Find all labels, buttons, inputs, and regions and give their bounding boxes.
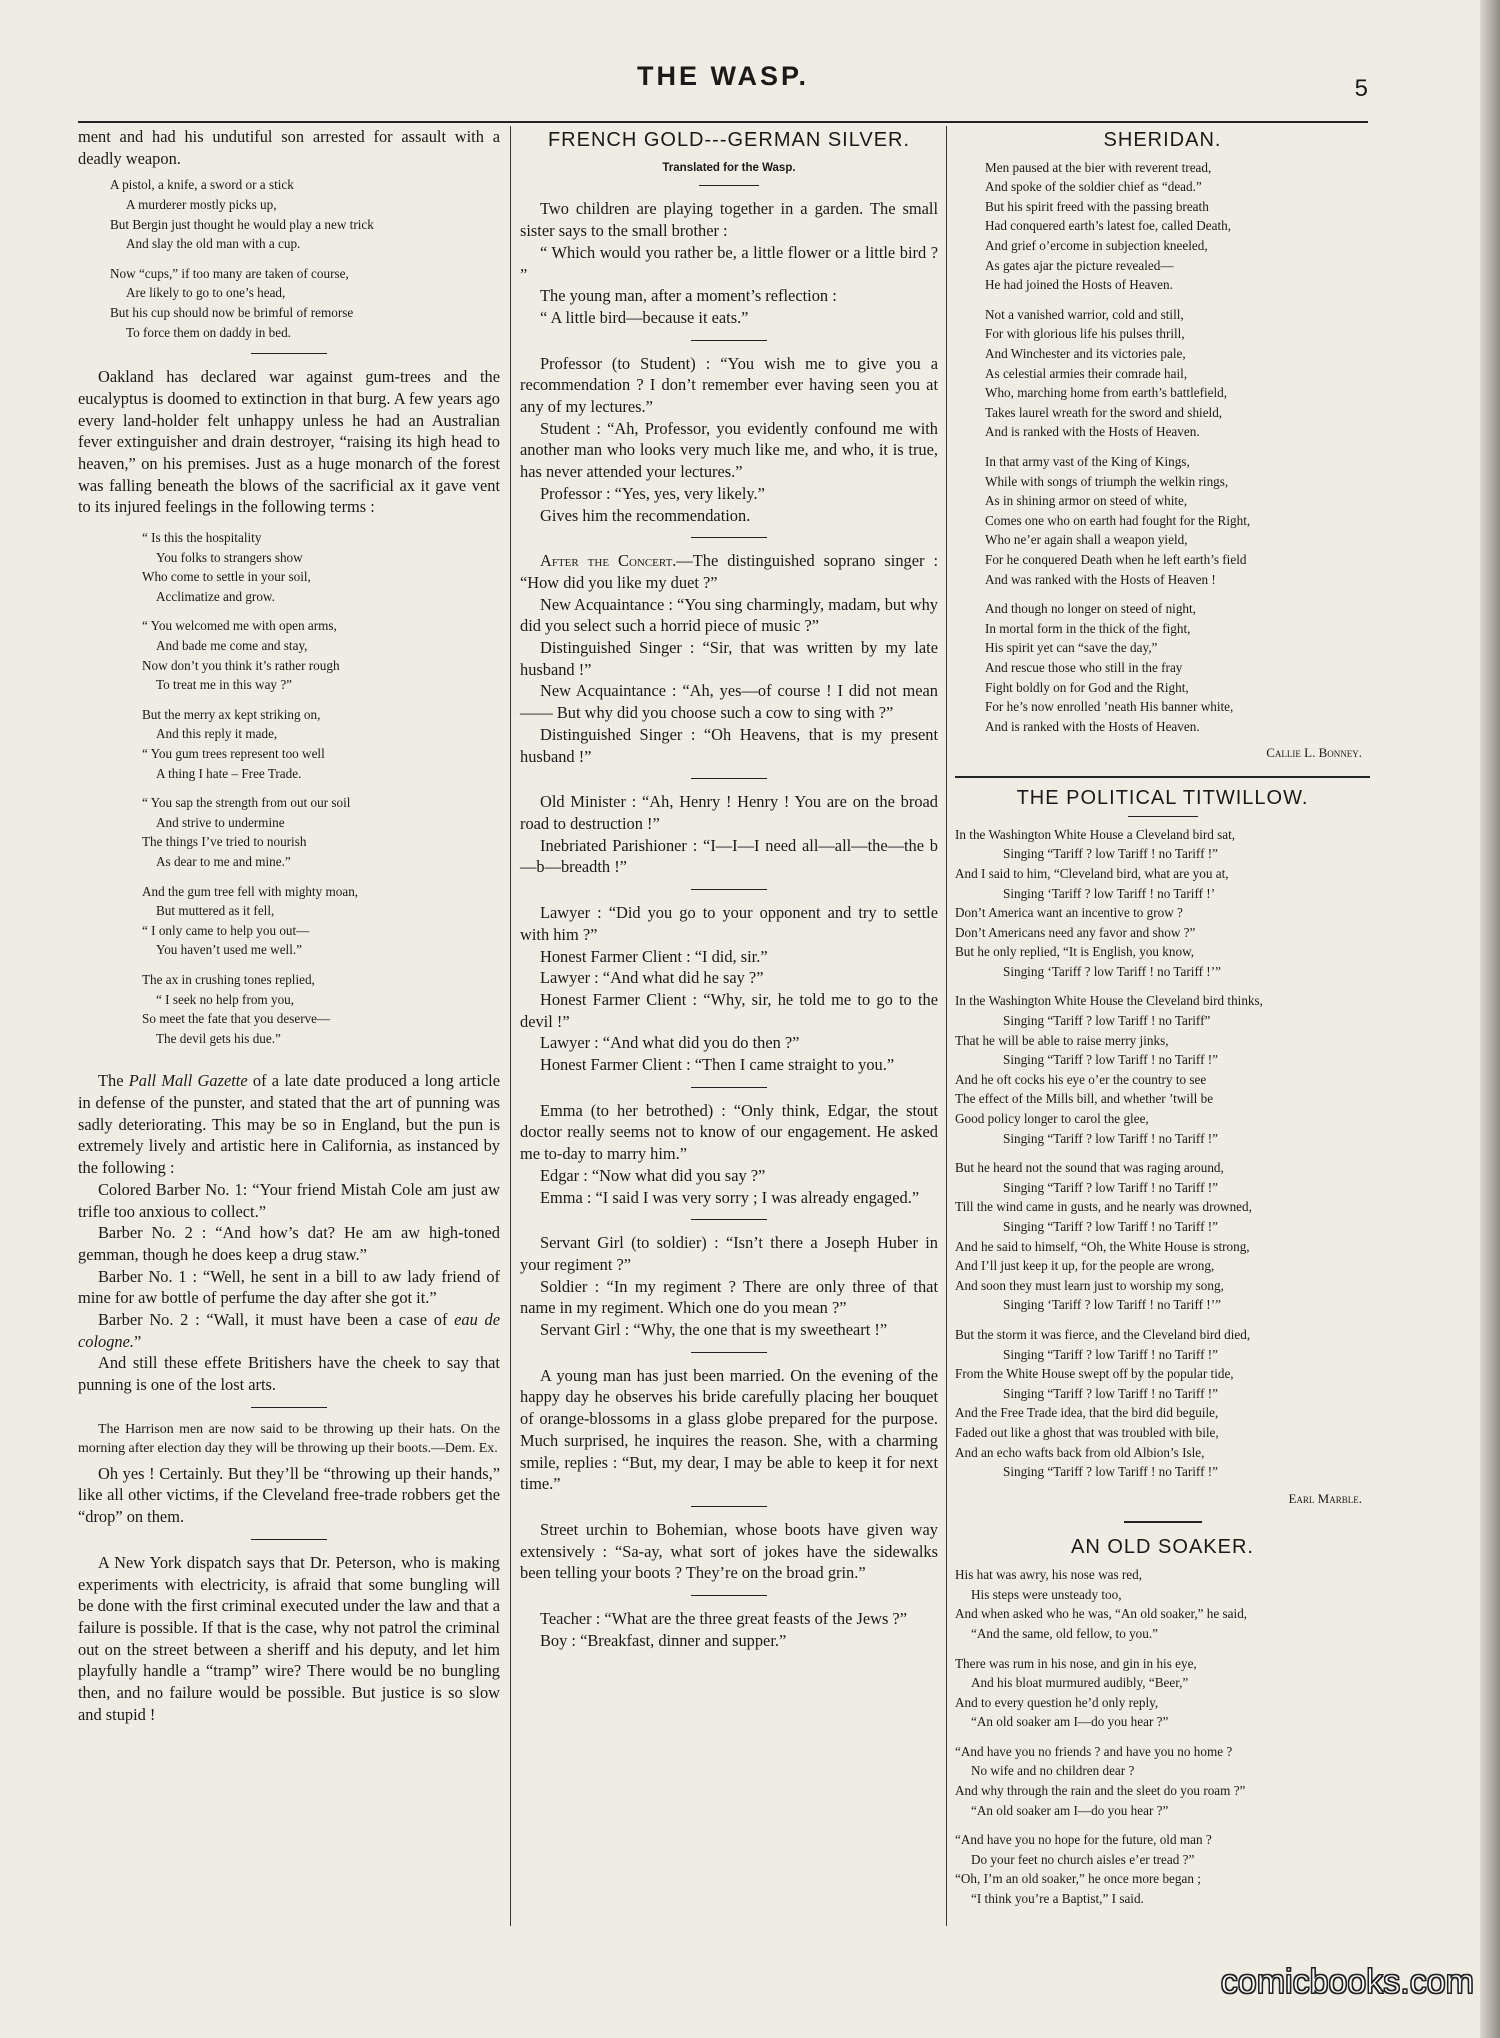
gum-tree-article: Oakland has declared war against gum-trees and the eucalyptus is doomed to extinction in that burg. A few years ago every land-holder felt unhappy unless he had an Australian fever extinguisher and drain destroyer, “raising its high head to heaven,” on his premises. Just as a huge monarch of the forest was falling beneath the blows of the sacrificial ax it gave vent to its injured feelings in the following terms : (78, 367, 500, 517)
separator (251, 353, 327, 354)
page-header (78, 61, 1368, 102)
poem-line: A murderer mostly picks up, (126, 197, 277, 212)
column-1 (78, 126, 500, 1725)
poem-line: And an echo wafts back from old Albion’s Isle, (955, 1444, 1205, 1460)
poem-line: You haven’t used me well.” (156, 942, 303, 958)
poem-line: Till the wind came in gusts, and he nearly was drowned, (955, 1199, 1252, 1215)
poem-line: But the merry ax kept striking on, (142, 706, 321, 722)
poem-line: And Winchester and its victories pale, (985, 346, 1186, 362)
poem-line: Now “cups,” if too many are taken of course, (110, 265, 349, 281)
sheridan-title: SHERIDAN. (1103, 129, 1222, 151)
anecdote-text: A young man has just been married. On the evening of the happy day he observes his bride carefully placing her bouquet of orange-blossoms in a glass globe prepared for the purpose. Much surprised, he inquires the reason. She, with a charming smile, replies : “But, my dear, I may be able to keep it for next time.” (520, 1365, 938, 1494)
poem-line: And is ranked with the Hosts of Heaven. (985, 424, 1200, 440)
poem-line: Singing “Tariff ? low Tariff ! no Tariff !” (1003, 1052, 1219, 1068)
article-continued: ment and had his undutiful son arrested for assault with a deadly weapon. (78, 127, 500, 168)
poem-line: But his spirit freed with the passing breath (985, 198, 1209, 214)
poem-line: And soon they must learn just to worship my song, (955, 1277, 1224, 1293)
separator (691, 1595, 767, 1596)
book-spine-shadow (1480, 0, 1500, 2038)
poem-line: But the storm it was fierce, and the Cleveland bird died, (955, 1326, 1251, 1342)
anecdote-text: Old Minister : “Ah, Henry ! Henry ! You are on the broad road to destruction !” (520, 792, 938, 833)
poem-line: But muttered as it fell, (156, 903, 275, 919)
gum-tree-poem (78, 528, 500, 1048)
poem-line: “ I seek no help from you, (156, 991, 295, 1007)
sheridan-poem (955, 158, 1370, 737)
anecdote-text: Two children are playing together in a garden. The small sister says to the small brother : (520, 199, 938, 241)
column-2: FRENCH GOLD---GERMAN SILVER. Translated for the Wasp. Two children are playing together in a garden. The small sister says to the small brother : “ Which would you rather be, a little flower or a little bird ? ” The young man, after a moment’s reflection : “ A little bird—because it eats.” Professor (to Student) : “You wish me to give you a recommendation ? I don’t remember ever having seen you at any of my lectures.” Student : “Ah, Professor, you evidently confound me with another man who looks very much like me, and who, it is true, has never attended your lectures.” Professor : “Yes, yes, very likely.” Gives him the recommendation. After the Concert.—The distinguished soprano singer : “How did you like my duet ?” New Acquaintance : “You sing charmingly, madam, but why did you select such a horrid piece of music ?” Distinguished Singer : “Sir, that was written by my late husband !” New Acquaintance : “Ah, yes—of course ! I did not mean —— But why did you choose such a cow to sing with ?” Distinguished Singer : “Oh Heavens, that is my present husband !” Old Minister : “Ah, Henry ! Henry ! You are on the broad road to destruction !” Inebriated Parishioner : “I—I—I need all—all—the—the b—b—breadth !” Lawyer : “Did you go to your opponent and try to settle with him ?” Honest Farmer Client : “I did, sir.” Lawyer : “And what did he say ?” Honest Farmer Client : “Why, sir, he told me to go to the devil !” Lawyer : “And what did you do then ?” Honest Farmer Client : “Then I came straight to you.” Emma (to her betrothed) : “Only think, Edgar, the stout doctor really seems not to know of our engagement. He asked me to-day to marry him.” Edgar : “Now what did you say ?” Emma : “I said I was very sorry ; I was already engaged.” Servant Girl (to soldier) : “Isn’t there a Joseph Huber in your regiment ?” Soldier : “In my regiment ? There are only three of that name in my regiment. Which one do you mean ?” Servant Girl : “Why, the one that is my sweetheart !” A young man has just been married. On the evening of the happy day he observes his bride carefully placing her bouquet of orange-blossoms in a glass globe prepared for the purpose. Much surprised, he inquires the reason. She, with a charming smile, replies : “But, my dear, I may be able to keep it for next time.” Street urchin to Bohemian, whose boots have given way extensively : “Sa-ay, what sort of jokes have the sidewalks been telling your boots ? They’re on the broad grin.” Teacher : “What are the three great feasts of the Jews ?” Boy : “Breakfast, dinner and supper.” (520, 129, 938, 1650)
poem-line: For he’s now enrolled ’neath His banner white, (985, 699, 1234, 715)
french-gold-title: FRENCH GOLD---GERMAN SILVER. (547, 129, 911, 151)
poem-line: “ I only came to help you out— (142, 922, 310, 938)
barber-line-4: Barber No. 2 : “Wall, it must have been a case of eau de cologne.” (78, 1310, 501, 1351)
titwillow-title: THE POLITICAL TITWILLOW. (1016, 787, 1309, 810)
masthead: THE WASP. (636, 61, 810, 91)
poem-line: And though no longer on steed of night, (985, 601, 1196, 617)
poem-line: In mortal form in the thick of the fight, (985, 620, 1191, 636)
poem-line: But his cup should now be brimful of remorse (110, 304, 354, 320)
separator (691, 1352, 767, 1353)
anecdote-text: Teacher : “What are the three great feasts of the Jews ?” (540, 1609, 907, 1629)
poem-line: And his bloat murmured audibly, “Beer,” (971, 1675, 1189, 1691)
poem-line: And I said to him, “Cleveland bird, what are you at, (955, 865, 1229, 881)
pun-conclusion: And still these effete Britishers have the cheek to say that punning is one of the lost arts. (78, 1353, 500, 1395)
poem-line: Singing “Tariff ? low Tariff ! no Tariff !” (1003, 1385, 1219, 1401)
poem-line: Now don’t you think it’s rather rough (142, 657, 340, 673)
page-number: 5 (1354, 75, 1368, 102)
poem-line: Had conquered earth’s latest foe, called Death, (985, 218, 1232, 234)
poem-line: Fight boldly on for God and the Right, (985, 679, 1189, 695)
poem-line: That he will be able to raise merry jinks, (955, 1032, 1169, 1048)
section-rule (1124, 1521, 1202, 1523)
poem-line: And grief o’ercome in subjection kneeled, (985, 238, 1208, 254)
poem-line: From the White House swept off by the popular tide, (955, 1366, 1234, 1382)
poem-line: Singing “Tariff ? low Tariff ! no Tariff !” (1003, 1219, 1219, 1235)
old-soaker-title: AN OLD SOAKER. (1071, 1536, 1254, 1559)
poem-line: Are likely to go to one’s head, (126, 285, 286, 301)
separator (691, 340, 767, 341)
poem-line: Singing ‘Tariff ? low Tariff ! no Tariff !’” (1003, 963, 1221, 979)
poem-line: And spoke of the soldier chief as “dead.” (985, 179, 1202, 195)
poem-line: While with songs of triumph the welkin rings, (985, 473, 1229, 489)
poem-line: And why through the rain and the sleet do you roam ?” (955, 1783, 1246, 1799)
poem-line: “And have you no hope for the future, old man ? (955, 1832, 1212, 1848)
poem-line: Faded out like a ghost that was troubled with bile, (955, 1424, 1219, 1440)
poem-line: In the Washington White House the Cleveland bird thinks, (955, 993, 1263, 1009)
poem-line: To force them on daddy in bed. (126, 324, 291, 340)
anecdote-text: Emma (to her betrothed) : “Only think, Edgar, the stout doctor really seems not to know of our engagement. He asked me to-day to marry him.” (520, 1100, 938, 1164)
poem-line: And is ranked with the Hosts of Heaven. (985, 718, 1200, 734)
poem-line: Who come to settle in your soil, (142, 569, 311, 585)
poem-line: His hat was awry, his nose was red, (955, 1567, 1143, 1583)
poem-line: And he oft cocks his eye o’er the country to see (955, 1071, 1207, 1087)
poem-line: Takes laurel wreath for the sword and shield, (985, 404, 1223, 420)
old-soaker-poem (955, 1565, 1370, 1909)
poem-line: “An old soaker am I—do you hear ?” (971, 1714, 1169, 1730)
poem-line: And when asked who he was, “An old soaker,” he said, (955, 1606, 1248, 1622)
poem-line: The effect of the Mills bill, and whether ’twill be (955, 1091, 1214, 1107)
poem-line: Who, marching home from earth’s battlefield, (985, 385, 1228, 401)
poem-line: Who ne’er again shall a weapon yield, (985, 532, 1188, 548)
poem-line: Singing “Tariff ? low Tariff ! no Tariff !” (1003, 1464, 1219, 1480)
poem-line: Not a vanished warrior, cold and still, (985, 306, 1184, 322)
separator (251, 1539, 327, 1540)
anecdote-text: Professor (to Student) : “You wish me to give you a recommendation ? I don’t remember ever having seen you at any of my lectures.” (520, 353, 938, 417)
poem-line: For he conquered Death when he left earth’s field (985, 551, 1247, 567)
poem-line: His spirit yet can “save the day,” (985, 640, 1158, 656)
poem-line: But he only replied, “It is English, you know, (955, 944, 1195, 960)
barber-line-1: Colored Barber No. 1: “Your friend Mistah Cole am just aw trifle too anxious to collect.” (78, 1179, 500, 1221)
separator (691, 1219, 767, 1220)
poem-line: No wife and no children dear ? (971, 1763, 1135, 1779)
poem-line: A thing I hate – Free Trade. (156, 765, 302, 781)
harrison-item: The Harrison men are now said to be throwing up their hats. On the morning after election day they will be throwing up their boots.—Dem. Ex. (78, 1421, 500, 1457)
separator (691, 537, 767, 538)
separator (699, 185, 759, 186)
poem-line: “ Is this the hospitality (142, 530, 262, 546)
poem-line: And the Free Trade idea, that the bird did beguile, (955, 1405, 1219, 1421)
poem-line: To treat me in this way ?” (156, 677, 293, 693)
poem-line: In the Washington White House a Cleveland bird sat, (955, 826, 1236, 842)
titwillow-poem (955, 825, 1370, 1482)
poem-line: Singing ‘Tariff ? low Tariff ! no Tariff !’” (1003, 1297, 1221, 1313)
new-york-item: A New York dispatch says that Dr. Peterson, who is making experiments with electricity, is afraid that some bungling will be done with the first criminal executed under the law and that a failure is possible. If that is the case, why not patrol the criminal out on the street between a sheriff and his deputy, and let him playfully handle a “tramp” wire? There would be no bungling then, and no failure would be possible. But justice is so slow and stupid ! (78, 1552, 500, 1724)
poem-line: Singing “Tariff ? low Tariff ! no Tariff !” (1003, 1346, 1219, 1362)
poem-line: Don’t America want an incentive to grow ? (955, 905, 1183, 921)
poem-line: As celestial armies their comrade hail, (985, 365, 1188, 381)
section-rule (955, 776, 1370, 778)
pun-article: The Pall Mall Gazette of a late date produced a long article in defense of the punster, and stated that the art of punning was sadly deteriorating. This may be so in England, but the pun is extremely lively and artistic here in California, as instanced by the following : (78, 1071, 500, 1178)
poem-line: Singing “Tariff ? low Tariff ! no Tariff !” (1003, 1130, 1219, 1146)
poem-line: And rescue those who still in the fray (985, 659, 1183, 675)
poem-line: “ You gum trees represent too well (142, 746, 325, 762)
poem-line: The things I’ve tried to nourish (142, 834, 307, 850)
poem-line: But he heard not the sound that was raging around, (955, 1160, 1224, 1176)
separator (691, 778, 767, 779)
poem-line: As gates ajar the picture revealed— (985, 257, 1174, 273)
poem-line: The devil gets his due.” (156, 1030, 281, 1046)
poem-line: Comes one who on earth had fought for the Right, (985, 512, 1251, 528)
poem-line: Don’t Americans need any favor and show ?” (955, 924, 1196, 940)
column-divider-2 (946, 126, 947, 1926)
poem-line: So meet the fate that you deserve— (142, 1011, 331, 1027)
poem-line: Good policy longer to carol the glee, (955, 1111, 1149, 1127)
poem-line: And he said to himself, “Oh, the White House is strong, (955, 1238, 1250, 1254)
titwillow-byline: Earl Marble. (1288, 1490, 1362, 1506)
barber-line-3: Barber No. 1 : “Well, he sent in a bill to aw lady friend of mine for aw bottle of perfume the day after she got it.” (78, 1266, 500, 1308)
anecdote-text: Lawyer : “Did you go to your opponent and try to settle with him ?” (520, 903, 938, 944)
separator (691, 1087, 767, 1088)
poem-line: And strive to undermine (156, 814, 285, 830)
sheridan-byline: Callie L. Bonney. (1266, 745, 1362, 761)
separator (251, 1407, 327, 1408)
poem-line: And to every question he’d only reply, (955, 1694, 1159, 1710)
poem-line: For with glorious life his pulses thrill, (985, 326, 1185, 342)
poem-line: And bade me come and stay, (156, 638, 308, 654)
poem-line: “ You sap the strength from out our soil (142, 795, 351, 811)
poem-line: A pistol, a knife, a sword or a stick (110, 177, 294, 193)
separator (691, 889, 767, 890)
barber-line-2: Barber No. 2 : “And how’s dat? He am aw high-toned gemman, though he does keep a drug staw.” (78, 1223, 500, 1264)
poem-line: And the gum tree fell with mighty moan, (142, 883, 359, 899)
separator (691, 1506, 767, 1507)
anecdote-text: Servant Girl (to soldier) : “Isn’t there a Joseph Huber in your regiment ?” (520, 1233, 938, 1274)
poem-line: As in shining armor on steed of white, (985, 493, 1188, 509)
french-gold-subtitle: Translated for the Wasp. (662, 161, 796, 174)
poem-line: “ You welcomed me with open arms, (142, 618, 337, 634)
poem-line: Singing “Tariff ? low Tariff ! no Tariff” (1003, 1013, 1211, 1029)
oh-yes-item: Oh yes ! Certainly. But they’ll be “throwing up their hands,” like all other victims, if the Cleveland free-trade robbers get the “drop” on them. (78, 1463, 500, 1527)
poem-line: And slay the old man with a cup. (126, 236, 301, 252)
poem-line: He had joined the Hosts of Heaven. (985, 277, 1173, 293)
poem-line: The ax in crushing tones replied, (142, 971, 315, 987)
poem-line: “An old soaker am I—do you hear ?” (971, 1802, 1169, 1818)
poem-line: Men paused at the bier with reverent tread, (985, 159, 1212, 175)
poem-line: “Oh, I’m an old soaker,” he once more began ; (955, 1871, 1201, 1887)
poem-line: “I think you’re a Baptist,” I said. (971, 1891, 1144, 1907)
anecdote-text: Street urchin to Bohemian, whose boots have given way extensively : “Sa-ay, what sort of jokes have the sidewalks been telling your boots ? They’re on the broad grin.” (520, 1519, 938, 1583)
anecdote-text: After the Concert.—The distinguished soprano singer : “How did you like my duet ?” (520, 551, 938, 592)
poem-line: But Bergin just thought he would play a new trick (110, 216, 374, 232)
poem-line: In that army vast of the King of Kings, (985, 454, 1190, 470)
poem-line: And this reply it made, (156, 726, 278, 742)
separator (1128, 816, 1198, 817)
poem-line: There was rum in his nose, and gin in his eye, (955, 1655, 1197, 1671)
cup-poem (78, 175, 500, 342)
poem-line: “And the same, old fellow, to you.” (971, 1625, 1159, 1641)
poem-line: Singing ‘Tariff ? low Tariff ! no Tariff !’ (1003, 885, 1216, 901)
poem-line: And was ranked with the Hosts of Heaven ! (985, 571, 1216, 587)
watermark-logo: comicbooks.com (1220, 1963, 1474, 2002)
poem-line: “And have you no friends ? and have you no home ? (955, 1743, 1233, 1759)
poem-line: His steps were unsteady too, (971, 1586, 1122, 1602)
poem-line: Singing “Tariff ? low Tariff ! no Tariff !” (1003, 846, 1219, 862)
poem-line: Singing “Tariff ? low Tariff ! no Tariff !” (1003, 1179, 1219, 1195)
poem-line: And I’ll just keep it up, for the people are wrong, (955, 1258, 1215, 1274)
poem-line: You folks to strangers show (156, 549, 303, 565)
poem-line: As dear to me and mine.” (156, 853, 291, 869)
header-rule (78, 121, 1368, 123)
column-3 (955, 126, 1370, 1919)
column-divider-1 (510, 126, 511, 1926)
poem-line: Do your feet no church aisles e’er tread ?” (971, 1851, 1195, 1867)
poem-line: Acclimatize and grow. (156, 588, 275, 604)
